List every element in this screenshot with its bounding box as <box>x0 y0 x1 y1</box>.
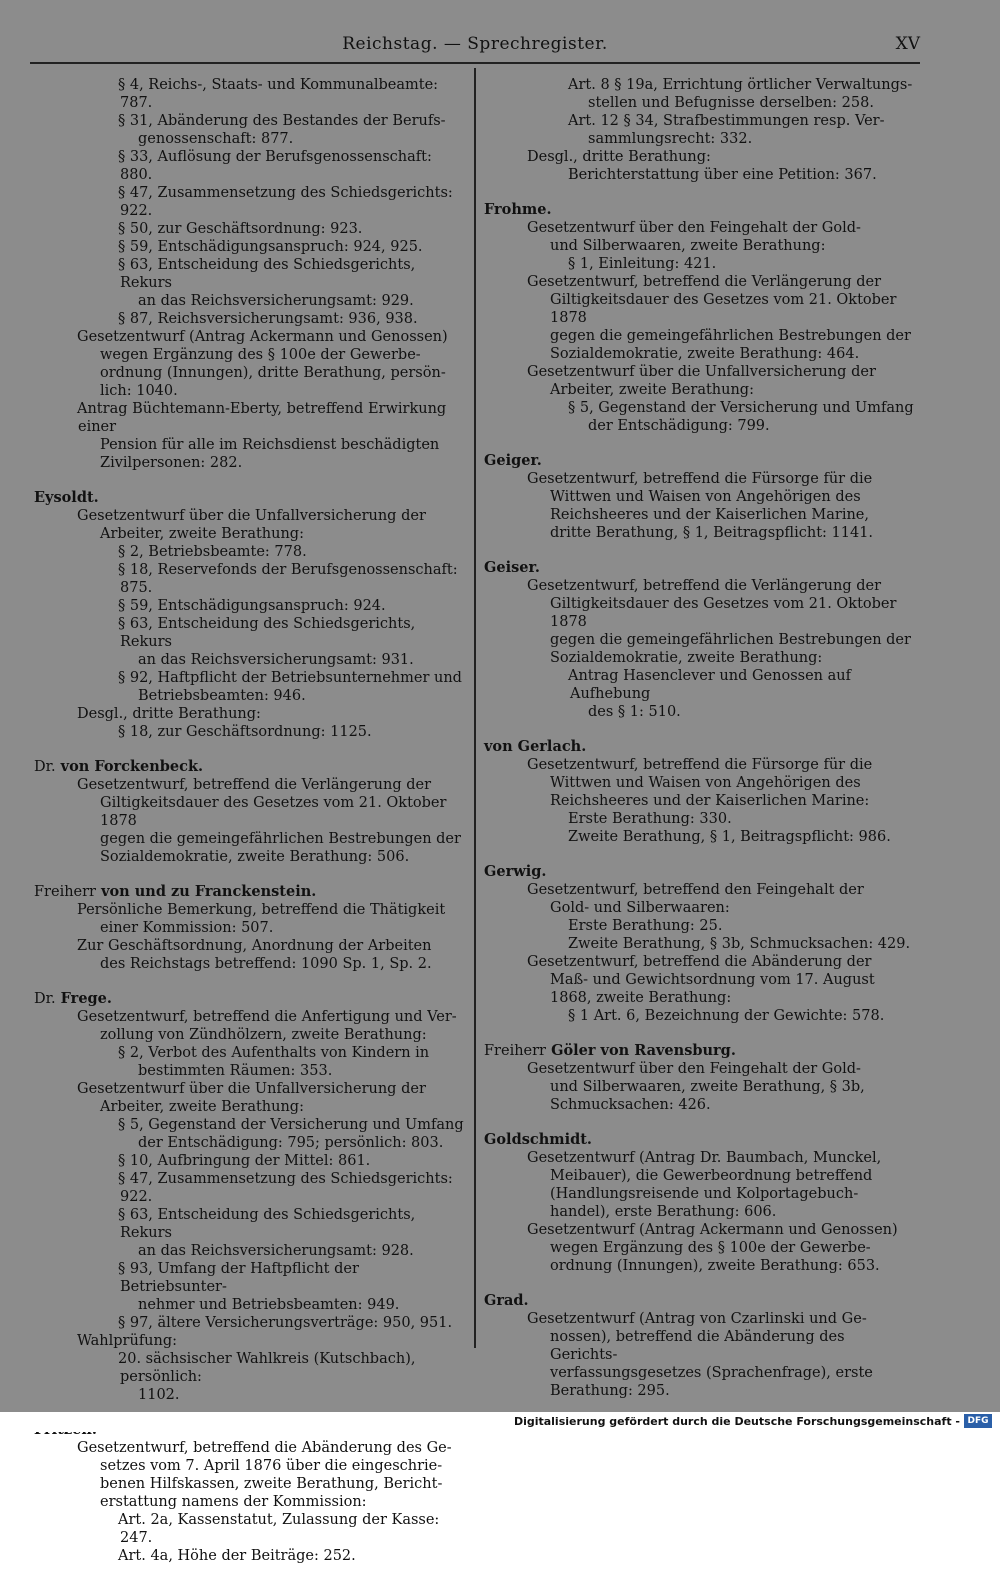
entry-line: Desgl., dritte Berathung: <box>77 706 261 722</box>
funding-note: Digitalisierung gefördert durch die Deutsche Forschungsgemeinschaft - <box>513 1415 960 1428</box>
entry-line: § 5, Gegenstand der Versicherung und Umfang <box>118 1117 464 1133</box>
entry-line: der Entschädigung: 795; persönlich: 803. <box>138 1135 444 1151</box>
entry-line: erstattung namens der Kommission: <box>100 1494 367 1510</box>
entry-line: Gesetzentwurf (Antrag Dr. Baumbach, Munckel, <box>527 1150 882 1166</box>
entry-line: Wahlprüfung: <box>77 1333 178 1349</box>
entry-line: Erste Berathung: 25. <box>568 918 723 934</box>
entry-line: § 47, Zusammensetzung des Schiedsgerichts: 922. <box>118 1171 453 1205</box>
entry-line: Gesetzentwurf über die Unfallversicherung der <box>77 508 426 524</box>
entry-line: § 59, Entschädigungsanspruch: 924, 925. <box>118 239 423 255</box>
entry-line: Gesetzentwurf (Antrag Ackermann und Genossen) <box>527 1222 898 1238</box>
page-number: XV <box>895 34 920 54</box>
entry-line: Schmucksachen: 426. <box>550 1097 711 1113</box>
speaker-title: Freiherr <box>34 884 96 900</box>
entry-line: wegen Ergänzung des § 100e der Gewerbe- <box>550 1240 871 1256</box>
entry-line: Giltigkeitsdauer des Gesetzes vom 21. Oktober 1878 <box>100 795 447 829</box>
entry-line: § 5, Gegenstand der Versicherung und Umfang <box>568 400 914 416</box>
speaker-surname: von Forckenbeck. <box>60 758 204 775</box>
entry-line: setzes vom 7. April 1876 über die eingeschrie- <box>100 1458 443 1474</box>
register-entry-forckenbeck <box>34 758 466 866</box>
speaker-name: Frohme. <box>484 201 552 218</box>
speaker-surname: von und zu Franckenstein. <box>101 883 317 900</box>
entry-line: an das Reichsversicherungsamt: 928. <box>138 1243 414 1259</box>
entry-line: § 4, Reichs-, Staats- und Kommunalbeamte: 787. <box>118 77 439 111</box>
entry-line: handel), erste Berathung: 606. <box>550 1204 777 1220</box>
entry-line: Zur Geschäftsordnung, Anordnung der Arbeiten <box>77 938 432 954</box>
entry-line: Desgl., dritte Berathung: <box>527 149 711 165</box>
entry-line: § 18, Reservefonds der Berufsgenossenschaft: 875. <box>118 562 458 596</box>
entry-line: gegen die gemeingefährlichen Bestrebungen der <box>550 328 911 344</box>
entry-line: Betriebsbeamten: 946. <box>138 688 306 704</box>
register-entry-fritzen <box>34 1421 466 1565</box>
left-column <box>34 76 466 1582</box>
register-entry-geiger <box>484 452 916 542</box>
digitization-footer <box>0 1412 1000 1432</box>
entry-line: lich: 1040. <box>100 383 178 399</box>
entry-line: gegen die gemeingefährlichen Bestrebungen der <box>550 632 911 648</box>
entry-line: ordnung (Innungen), zweite Berathung: 653. <box>550 1258 880 1274</box>
entry-line: Art. 12 § 34, Strafbestimmungen resp. Ver- <box>568 113 885 129</box>
entry-line: zollung von Zündhölzern, zweite Berathung: <box>100 1027 427 1043</box>
entry-line: Erste Berathung: 330. <box>568 811 732 827</box>
entry-line: Gold- und Silberwaaren: <box>550 900 730 916</box>
header-rule <box>30 62 920 64</box>
entry-line: Giltigkeitsdauer des Gesetzes vom 21. Oktober 1878 <box>550 596 897 630</box>
column-divider <box>474 68 476 1348</box>
entry-line: 1868, zweite Berathung: <box>550 990 732 1006</box>
entry-line: § 2, Betriebsbeamte: 778. <box>118 544 307 560</box>
entry-line: § 93, Umfang der Haftpflicht der Betriebsunter- <box>118 1261 359 1295</box>
entry-line: § 63, Entscheidung des Schiedsgerichts, Rekurs <box>118 616 416 650</box>
entry-line: § 87, Reichsversicherungsamt: 936, 938. <box>118 311 418 327</box>
register-entry-continued <box>484 76 916 184</box>
register-entry-geiser <box>484 559 916 721</box>
entry-line: (Handlungsreisende und Kolportagebuch- <box>550 1186 859 1202</box>
entry-line: verfassungsgesetzes (Sprachenfrage), erste <box>550 1365 873 1381</box>
entry-line: Berathung: 295. <box>550 1383 670 1399</box>
header-title: Reichstag. — Sprechregister. <box>342 34 608 54</box>
speaker-name: Gerwig. <box>484 863 547 880</box>
entry-line: Arbeiter, zweite Berathung: <box>100 1099 304 1115</box>
speaker-name: Geiger. <box>484 452 542 469</box>
entry-line: Zweite Berathung, § 3b, Schmucksachen: 429. <box>568 936 911 952</box>
speaker-name: Grad. <box>484 1292 529 1309</box>
entry-line: Gesetzentwurf, betreffend die Anfertigung und Ver- <box>77 1009 457 1025</box>
speaker-name <box>34 758 466 776</box>
speaker-name <box>34 883 466 901</box>
entry-line: Reichsheeres und der Kaiserlichen Marine: <box>550 793 870 809</box>
entry-line: Gesetzentwurf, betreffend die Verlängerung der <box>77 777 432 793</box>
entry-line: § 1 Art. 6, Bezeichnung der Gewichte: 578. <box>568 1008 885 1024</box>
entry-line: Gesetzentwurf, betreffend die Verlängerung der <box>527 578 882 594</box>
speaker-name: Geiser. <box>484 559 540 576</box>
entry-line: der Entschädigung: 799. <box>588 418 770 434</box>
entry-line: Persönliche Bemerkung, betreffend die Thätigkeit <box>77 902 446 918</box>
speaker-name <box>34 990 466 1008</box>
entry-line: § 50, zur Geschäftsordnung: 923. <box>118 221 363 237</box>
entry-line: § 33, Auflösung der Berufsgenossenschaft: 880. <box>118 149 432 183</box>
entry-line: Gesetzentwurf, betreffend die Fürsorge für die <box>527 471 873 487</box>
entry-line: Arbeiter, zweite Berathung: <box>100 526 304 542</box>
entry-line: wegen Ergänzung des § 100e der Gewerbe- <box>100 347 421 363</box>
entry-line: Wittwen und Waisen von Angehörigen des <box>550 775 861 791</box>
entry-line: Arbeiter, zweite Berathung: <box>550 382 754 398</box>
entry-line: § 2, Verbot des Aufenthalts von Kindern in <box>118 1045 430 1061</box>
entry-line: Gesetzentwurf über die Unfallversicherung der <box>527 364 876 380</box>
entry-line: und Silberwaaren, zweite Berathung: <box>550 238 826 254</box>
entry-line: sammlungsrecht: 332. <box>588 131 753 147</box>
entry-line: § 92, Haftpflicht der Betriebsunternehmer und <box>118 670 462 686</box>
register-entry-franckenstein <box>34 883 466 973</box>
register-entry-gerlach <box>484 738 916 846</box>
entry-line: Sozialdemokratie, zweite Berathung: <box>550 650 823 666</box>
entry-line: nehmer und Betriebsbeamten: 949. <box>138 1297 400 1313</box>
entry-line: Art. 2a, Kassenstatut, Zulassung der Kasse: 247. <box>118 1512 440 1546</box>
entry-line: Gesetzentwurf, betreffend die Verlängerung der <box>527 274 882 290</box>
speaker-surname: Frege. <box>60 990 112 1007</box>
right-column <box>484 76 916 1417</box>
entry-line: Gesetzentwurf über den Feingehalt der Gold- <box>527 1061 861 1077</box>
speaker-name: von Gerlach. <box>484 738 587 755</box>
entry-line: Zweite Berathung, § 1, Beitragspflicht: 986. <box>568 829 891 845</box>
register-entry-grad <box>484 1292 916 1400</box>
entry-line: bestimmten Räumen: 353. <box>138 1063 333 1079</box>
entry-line: § 1, Einleitung: 421. <box>568 256 717 272</box>
entry-line: Gesetzentwurf, betreffend die Abänderung der <box>527 954 872 970</box>
entry-line: Meibauer), die Gewerbeordnung betreffend <box>550 1168 873 1184</box>
speaker-name <box>484 1042 916 1060</box>
entry-line: gegen die gemeingefährlichen Bestrebungen der <box>100 831 461 847</box>
entry-line: § 97, ältere Versicherungsverträge: 950, 951. <box>118 1315 453 1331</box>
entry-line: Antrag Büchtemann-Eberty, betreffend Erwirkung einer <box>77 401 447 435</box>
entry-line: § 59, Entschädigungsanspruch: 924. <box>118 598 386 614</box>
entry-line: Art. 4a, Höhe der Beiträge: 252. <box>118 1548 356 1564</box>
entry-line: des Reichstags betreffend: 1090 Sp. 1, Sp. 2. <box>100 956 432 972</box>
entry-line: Giltigkeitsdauer des Gesetzes vom 21. Oktober 1878 <box>550 292 897 326</box>
entry-line: einer Kommission: 507. <box>100 920 274 936</box>
entry-line: dritte Berathung, § 1, Beitragspflicht: 1141. <box>550 525 874 541</box>
entry-line: an das Reichsversicherungsamt: 931. <box>138 652 414 668</box>
entry-line: stellen und Befugnisse derselben: 258. <box>588 95 874 111</box>
speaker-name: Eysoldt. <box>34 489 99 506</box>
entry-line: Gesetzentwurf, betreffend die Fürsorge für die <box>527 757 873 773</box>
entry-line: § 63, Entscheidung des Schiedsgerichts, Rekurs <box>118 1207 416 1241</box>
entry-line: des § 1: 510. <box>588 704 681 720</box>
entry-line: Pension für alle im Reichsdienst beschädigten <box>100 437 440 453</box>
register-entry-goeler <box>484 1042 916 1114</box>
entry-line: Wittwen und Waisen von Angehörigen des <box>550 489 861 505</box>
entry-line: und Silberwaaren, zweite Berathung, § 3b, <box>550 1079 865 1095</box>
entry-line: § 63, Entscheidung des Schiedsgerichts, Rekurs <box>118 257 416 291</box>
entry-line: Sozialdemokratie, zweite Berathung: 464. <box>550 346 860 362</box>
entry-line: § 31, Abänderung des Bestandes der Berufs- <box>118 113 446 129</box>
entry-line: § 10, Aufbringung der Mittel: 861. <box>118 1153 371 1169</box>
register-entry-frohme <box>484 201 916 435</box>
entry-line: Antrag Hasenclever und Genossen auf Aufhebung <box>568 668 851 702</box>
entry-line: 20. sächsischer Wahlkreis (Kutschbach), persönlich: <box>118 1351 416 1385</box>
entry-line: Art. 8 § 19a, Errichtung örtlicher Verwaltungs- <box>568 77 913 93</box>
register-entry-frege <box>34 990 466 1404</box>
speaker-title: Freiherr <box>484 1043 546 1059</box>
entry-line: nossen), betreffend die Abänderung des Gerichts- <box>550 1329 845 1363</box>
entry-line: genossenschaft: 877. <box>138 131 294 147</box>
register-entry-eysoldt <box>34 489 466 741</box>
entry-line: 1102. <box>138 1387 180 1403</box>
entry-line: an das Reichsversicherungsamt: 929. <box>138 293 414 309</box>
speaker-title: Dr. <box>34 759 56 775</box>
entry-line: Berichterstattung über eine Petition: 367. <box>568 167 877 183</box>
entry-line: ordnung (Innungen), dritte Berathung, persön- <box>100 365 446 381</box>
register-entry-gerwig <box>484 863 916 1025</box>
entry-line: Sozialdemokratie, zweite Berathung: 506. <box>100 849 410 865</box>
entry-line: Maß- und Gewichtsordnung vom 17. August <box>550 972 875 988</box>
entry-line: Gesetzentwurf über den Feingehalt der Gold- <box>527 220 861 236</box>
entry-line: Gesetzentwurf, betreffend den Feingehalt der <box>527 882 864 898</box>
entry-line: Reichsheeres und der Kaiserlichen Marine, <box>550 507 869 523</box>
register-entry-continued <box>34 76 466 472</box>
dfg-logo: DFG <box>964 1414 992 1428</box>
speaker-name: Goldschmidt. <box>484 1131 592 1148</box>
register-entry-goldschmidt <box>484 1131 916 1275</box>
entry-line: Gesetzentwurf (Antrag von Czarlinski und Ge- <box>527 1311 867 1327</box>
entry-line: Zivilpersonen: 282. <box>100 455 243 471</box>
speaker-surname: Göler von Ravensburg. <box>551 1042 736 1059</box>
entry-line: Gesetzentwurf, betreffend die Abänderung des Ge- <box>77 1440 452 1456</box>
entry-line: § 47, Zusammensetzung des Schiedsgerichts: 922. <box>118 185 453 219</box>
running-header <box>30 32 920 62</box>
entry-line: § 18, zur Geschäftsordnung: 1125. <box>118 724 372 740</box>
speaker-title: Dr. <box>34 991 56 1007</box>
entry-line: Gesetzentwurf über die Unfallversicherung der <box>77 1081 426 1097</box>
entry-line: benen Hilfskassen, zweite Berathung, Bericht- <box>100 1476 443 1492</box>
entry-line: Gesetzentwurf (Antrag Ackermann und Genossen) <box>77 329 448 345</box>
